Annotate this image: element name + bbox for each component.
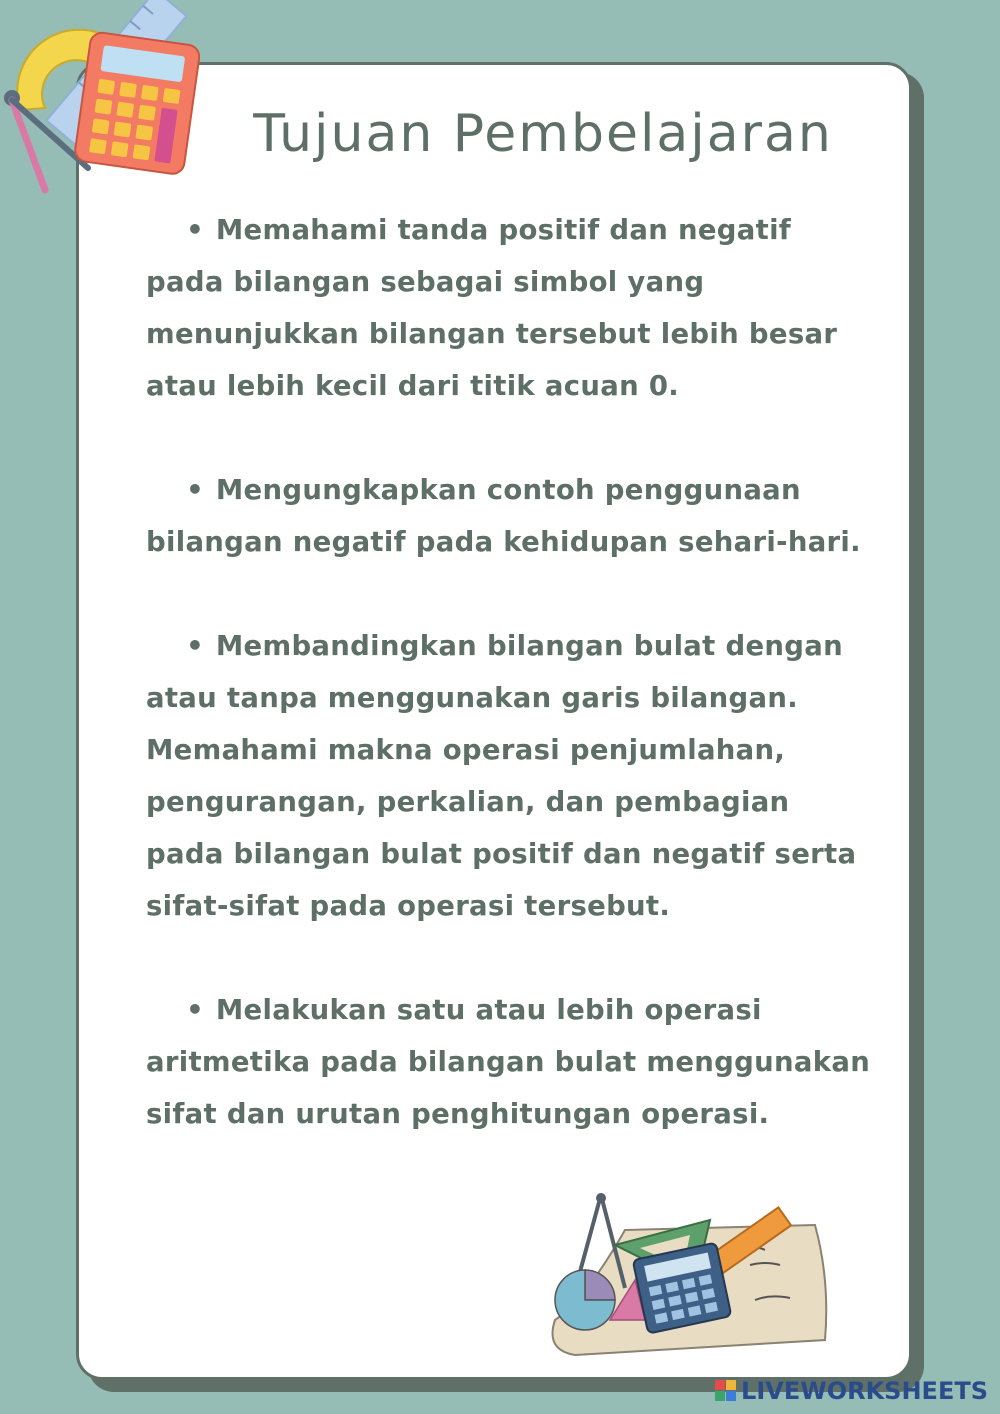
watermark-text: LIVEWORKSHEETS — [741, 1377, 988, 1405]
bullet: • — [186, 994, 204, 1026]
math-tools-illustration-icon — [545, 1190, 840, 1365]
calculator-ruler-compass-icon — [0, 0, 200, 200]
page-title: Tujuan Pembelajaran — [253, 104, 833, 164]
list-item — [146, 620, 876, 932]
goal-text: Mengungkapkan contoh penggunaan bilangan negatif pada kehidupan sehari-hari. — [146, 474, 861, 558]
liveworksheets-watermark — [715, 1376, 988, 1406]
liveworksheets-logo-icon — [715, 1380, 737, 1402]
learning-goals-list — [146, 204, 876, 1192]
goal-text: Membandingkan bilangan bulat dengan atau tanpa menggunakan garis bilangan. Memahami makna operasi penjumlahan, pengurangan, perkalian, dan pembagian pada bilangan bulat positif dan negatif serta sifat-sifat pada operasi tersebut. — [146, 630, 857, 922]
bullet: • — [186, 474, 204, 506]
goal-text: Melakukan satu atau lebih operasi aritmetika pada bilangan bulat menggunakan sifat dan urutan penghitungan operasi. — [146, 994, 871, 1130]
list-item — [146, 984, 876, 1140]
list-item — [146, 204, 876, 412]
list-item — [146, 464, 876, 568]
bullet: • — [186, 630, 204, 662]
goal-text: Memahami tanda positif dan negatif pada bilangan sebagai simbol yang menunjukkan bilangan tersebut lebih besar atau lebih kecil dari titik acuan 0. — [146, 214, 838, 402]
bullet: • — [186, 214, 204, 246]
